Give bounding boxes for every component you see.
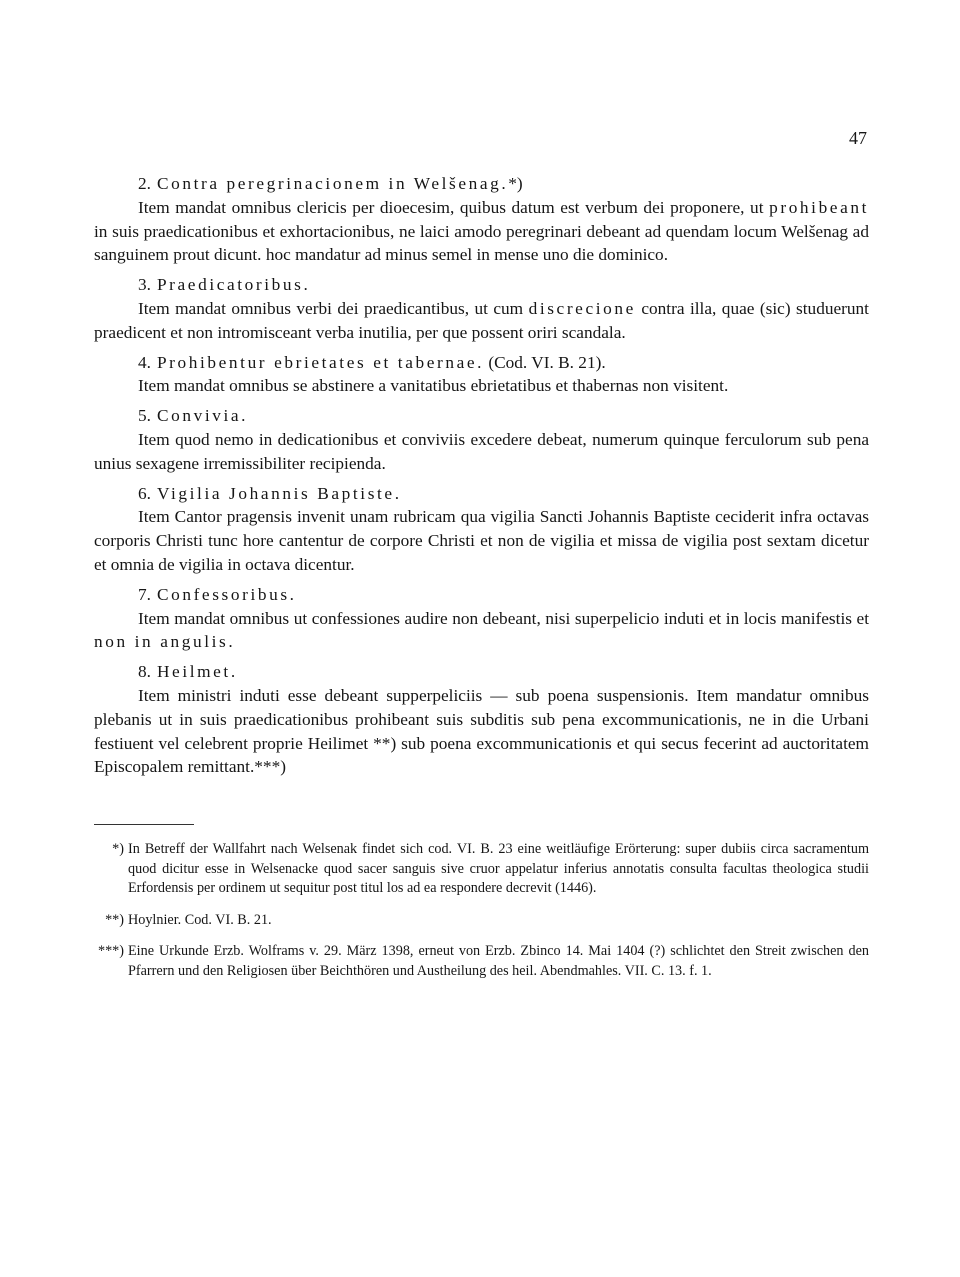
section-title-suffix: (Cod. VI. B. 21). bbox=[484, 352, 606, 372]
spaced-emphasis: prohibeant bbox=[769, 197, 869, 217]
spaced-emphasis: non in angulis bbox=[94, 632, 229, 652]
section-title: Convivia. bbox=[156, 406, 249, 426]
spaced-emphasis: discrecione bbox=[528, 298, 636, 318]
section-title: Praedicatoribus. bbox=[156, 275, 311, 295]
section-heading bbox=[94, 404, 869, 428]
section bbox=[94, 482, 869, 577]
section bbox=[94, 404, 869, 475]
text-run: in suis praedicationibus et exhortacionibus, ne laici amodo peregrinari debeant ad quendam locum Welšenag ad sanguinem prout dicunt. hoc mandatur ad minus semel in mense uno die dominico. bbox=[94, 221, 869, 265]
footnote-text: In Betreff der Wallfahrt nach Welsenak findet sich cod. VI. B. 23 eine weitläufige Erörterung: super dubiis circa sacramentum quod dicitur esse in Welsenacke quod sacer sanguis sive cruor appelatur inferius annotatis consulta facultas theologica studii Erfordensis per ordinem ut sequitur post titul los ad ea respondere decrevit (1446). bbox=[128, 841, 869, 897]
text-run: Item mandat omnibus se abstinere a vanitatibus ebrietatibus et thabernas non visitent. bbox=[138, 376, 729, 396]
section-title: Prohibentur ebrietates et tabernae. bbox=[156, 352, 485, 372]
section-paragraph bbox=[94, 428, 869, 476]
footnote-divider bbox=[94, 824, 194, 825]
section-title: Contra peregrinacionem in Welšenag. bbox=[156, 174, 509, 193]
text-run: . bbox=[228, 632, 233, 652]
section-heading bbox=[94, 482, 869, 506]
section-number: 8. bbox=[138, 662, 151, 682]
section-title: Confessoribus. bbox=[156, 584, 297, 604]
section-heading bbox=[94, 660, 869, 684]
section-number: 5. bbox=[138, 406, 151, 426]
text-run: Item mandat omnibus clericis per dioecesim, quibus datum est verbum dei proponere, ut bbox=[138, 197, 770, 217]
footnote-text: Eine Urkunde Erzb. Wolframs v. 29. März 1398, erneut von Erzb. Zbinco 14. Mai 1404 (?) schlichtet den Streit zwischen den Pfarrern und den Religiosen über Beichthören und Austheilung des heil. Abendmahles. VII. C. 13. f. 1. bbox=[128, 943, 869, 979]
footnote bbox=[94, 840, 869, 899]
section-heading bbox=[94, 273, 869, 297]
section-paragraph bbox=[94, 607, 869, 655]
page-number: 47 bbox=[849, 128, 867, 148]
section-paragraph bbox=[94, 374, 869, 398]
section-title-suffix: *) bbox=[508, 174, 523, 193]
footnote bbox=[94, 911, 869, 931]
section bbox=[94, 273, 869, 344]
section-title: Vigilia Johannis Baptiste. bbox=[156, 483, 402, 503]
section-paragraph bbox=[94, 297, 869, 345]
section bbox=[94, 351, 869, 399]
text-run: Item Cantor pragensis invenit unam rubricam qua vigilia Sancti Johannis Baptiste ceciderit infra octavas corporis Christi tunc hore cantentur de corpore Christi et non de vigilia et missa de vigilia post sextam dicetur et omnia de vigilia in octava dicentur. bbox=[94, 507, 869, 574]
main-text bbox=[94, 172, 869, 785]
section-paragraph bbox=[94, 505, 869, 576]
section-heading bbox=[94, 351, 869, 375]
section bbox=[94, 583, 869, 654]
text-run: contra illa, quae (sic) studuerunt praedicent et non intromisceant verba inutilia, per que possent oriri scandala. bbox=[94, 298, 869, 342]
section bbox=[94, 172, 869, 267]
text-run: Item quod nemo in dedicationibus et conviviis excedere debeat, numerum quinque ferculorum sub pena unius sexagene irremissibiliter recipienda. bbox=[94, 429, 869, 473]
section-number: 4. bbox=[138, 352, 151, 372]
text-run: Item mandat omnibus ut confessiones audire non debeant, nisi superpelicio induti et in locis manifestis et bbox=[138, 608, 869, 628]
footnote bbox=[94, 942, 869, 981]
footnote-mark: ***) bbox=[97, 943, 124, 960]
footnote-text: Hoylnier. Cod. VI. B. 21. bbox=[128, 911, 272, 928]
text-run: Item mandat omnibus verbi dei praedicantibus, ut cum bbox=[138, 298, 529, 318]
footnote-mark: **) bbox=[105, 911, 124, 928]
footnote-mark: *) bbox=[112, 841, 124, 857]
section-paragraph bbox=[94, 196, 869, 267]
section-number: 2. bbox=[138, 174, 151, 193]
footnotes bbox=[94, 840, 869, 994]
section-heading bbox=[94, 583, 869, 607]
section-paragraph bbox=[94, 684, 869, 779]
section-heading bbox=[94, 172, 869, 196]
text-run: Item ministri induti esse debeant supperpeliciis — sub poena suspensionis. Item mandatur omnibus plebanis ut in suis praedicationibus prohibeant suis subditis sub pena excommunicationis, ne in die Urbani festiuent vel celebrent proprie Heilimet **) sub poena excommunicationis et qui secus fecerint ad auctoritatem Episcopalem remittant.***) bbox=[94, 685, 869, 777]
section-number: 7. bbox=[138, 584, 151, 604]
section-number: 6. bbox=[138, 483, 151, 503]
section-number: 3. bbox=[138, 275, 151, 295]
section bbox=[94, 660, 869, 779]
section-title: Heilmet. bbox=[156, 662, 238, 682]
